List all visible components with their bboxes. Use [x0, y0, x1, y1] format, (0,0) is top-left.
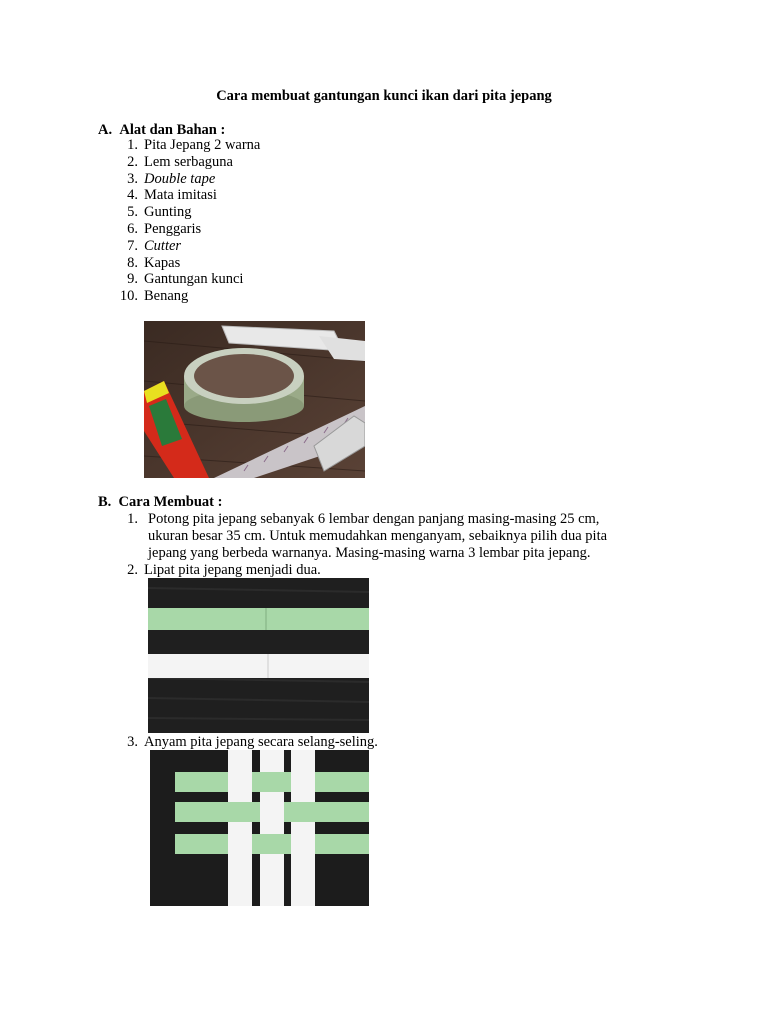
- section-b-heading: [98, 494, 222, 511]
- step-3: 3. Anyam pita jepang secara selang-seling.: [127, 734, 378, 750]
- list-item: 10. Benang: [119, 288, 189, 305]
- list-item: 6. Penggaris: [127, 220, 202, 237]
- section-a-letter: A.: [98, 122, 113, 138]
- document-title: Cara membuat gantungan kunci ikan dari pita jepang: [216, 88, 552, 104]
- list-item: 9. Gantungan kunci: [127, 271, 244, 288]
- list-item: 2. Lem serbaguna: [127, 153, 233, 170]
- weaving-photo: [150, 750, 369, 906]
- list-item: 3. Double tape: [127, 170, 216, 187]
- list-item: 4. Mata imitasi: [127, 187, 217, 204]
- weaving-illustration: [150, 750, 369, 906]
- materials-photo: [144, 321, 365, 478]
- step-1-line: ukuran besar 35 cm. Untuk memudahkan menganyam, sebaiknya pilih dua pita: [148, 528, 608, 544]
- step-2: 2. Lipat pita jepang menjadi dua.: [127, 562, 321, 578]
- materials-illustration: [144, 321, 365, 478]
- tools-list: [116, 137, 260, 305]
- section-b-letter: B.: [98, 494, 112, 510]
- step-1-line: jepang yang berbeda warnanya. Masing-masing warna 3 lembar pita jepang.: [148, 545, 591, 561]
- section-b-title: Cara Membuat :: [118, 494, 223, 510]
- folded-strips-illustration: [148, 578, 369, 733]
- step-1-line: Potong pita jepang sebanyak 6 lembar dengan panjang masing-masing 25 cm,: [148, 511, 600, 527]
- list-item: 5. Gunting: [127, 204, 192, 221]
- step-number: 1.: [127, 511, 138, 527]
- folded-strips-photo: [148, 578, 369, 733]
- list-item: 1. Pita Jepang 2 warna: [127, 137, 261, 153]
- section-a-title: Alat dan Bahan :: [119, 122, 226, 138]
- list-item: 8. Kapas: [127, 254, 181, 271]
- list-item: 7. Cutter: [127, 237, 182, 254]
